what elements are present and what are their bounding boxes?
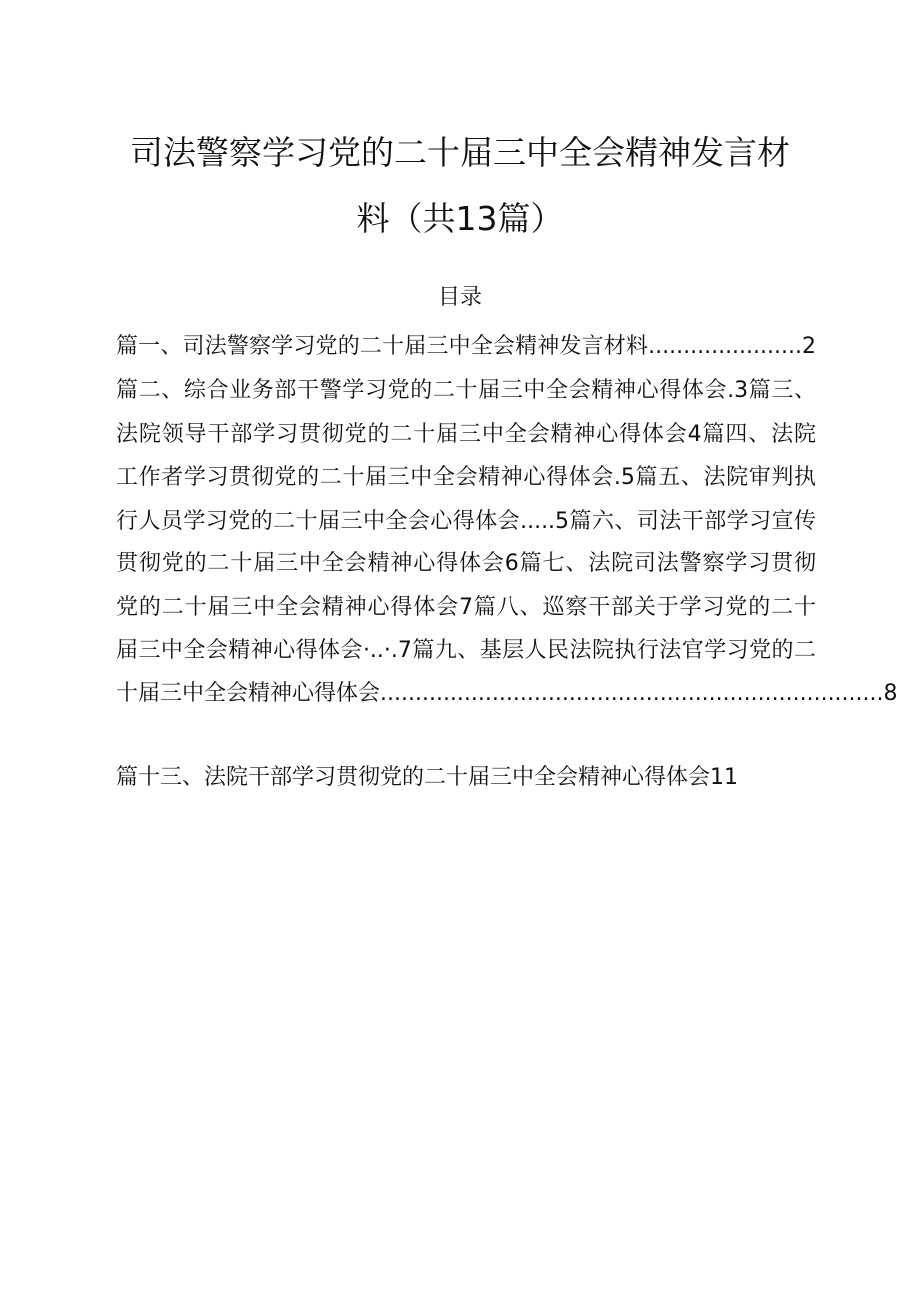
toc-heading: 目录 (437, 285, 482, 310)
toc-line[interactable]: 贯彻党的二十届三中全会精神心得体会6篇七、法院司法警察学习贯彻 (116, 551, 816, 576)
toc-line[interactable]: 届三中全会精神心得体会·..·.7篇九、基层人民法院执行法官学习党的二 (116, 638, 816, 663)
toc-line[interactable]: 篇一、司法警察学习党的二十届三中全会精神发言材料......................2 (116, 334, 816, 359)
toc-line[interactable]: 篇二、综合业务部干警学习党的二十届三中全会精神心得体会.3篇三、 (116, 378, 816, 403)
toc-line[interactable]: 行人员学习党的二十届三中全会心得体会.....5篇六、司法干部学习宣传 (116, 509, 816, 534)
toc-line-last[interactable]: 篇十三、法院干部学习贯彻党的二十届三中全会精神心得体会11 (116, 765, 738, 790)
toc-line[interactable]: 党的二十届三中全会精神心得体会7篇八、巡察干部关于学习党的二十 (116, 595, 816, 620)
toc-line[interactable]: 十届三中全会精神心得体会........................................................................8 (116, 681, 898, 706)
document-title-line-1: 司法警察学习党的二十届三中全会精神发言材 (130, 133, 790, 172)
document-title-line-2: 料（共13篇） (356, 199, 564, 238)
toc-line[interactable]: 法院领导干部学习贯彻党的二十届三中全会精神心得体会4篇四、法院 (116, 422, 816, 447)
toc-line[interactable]: 工作者学习贯彻党的二十届三中全会精神心得体会.5篇五、法院审判执 (116, 465, 816, 490)
